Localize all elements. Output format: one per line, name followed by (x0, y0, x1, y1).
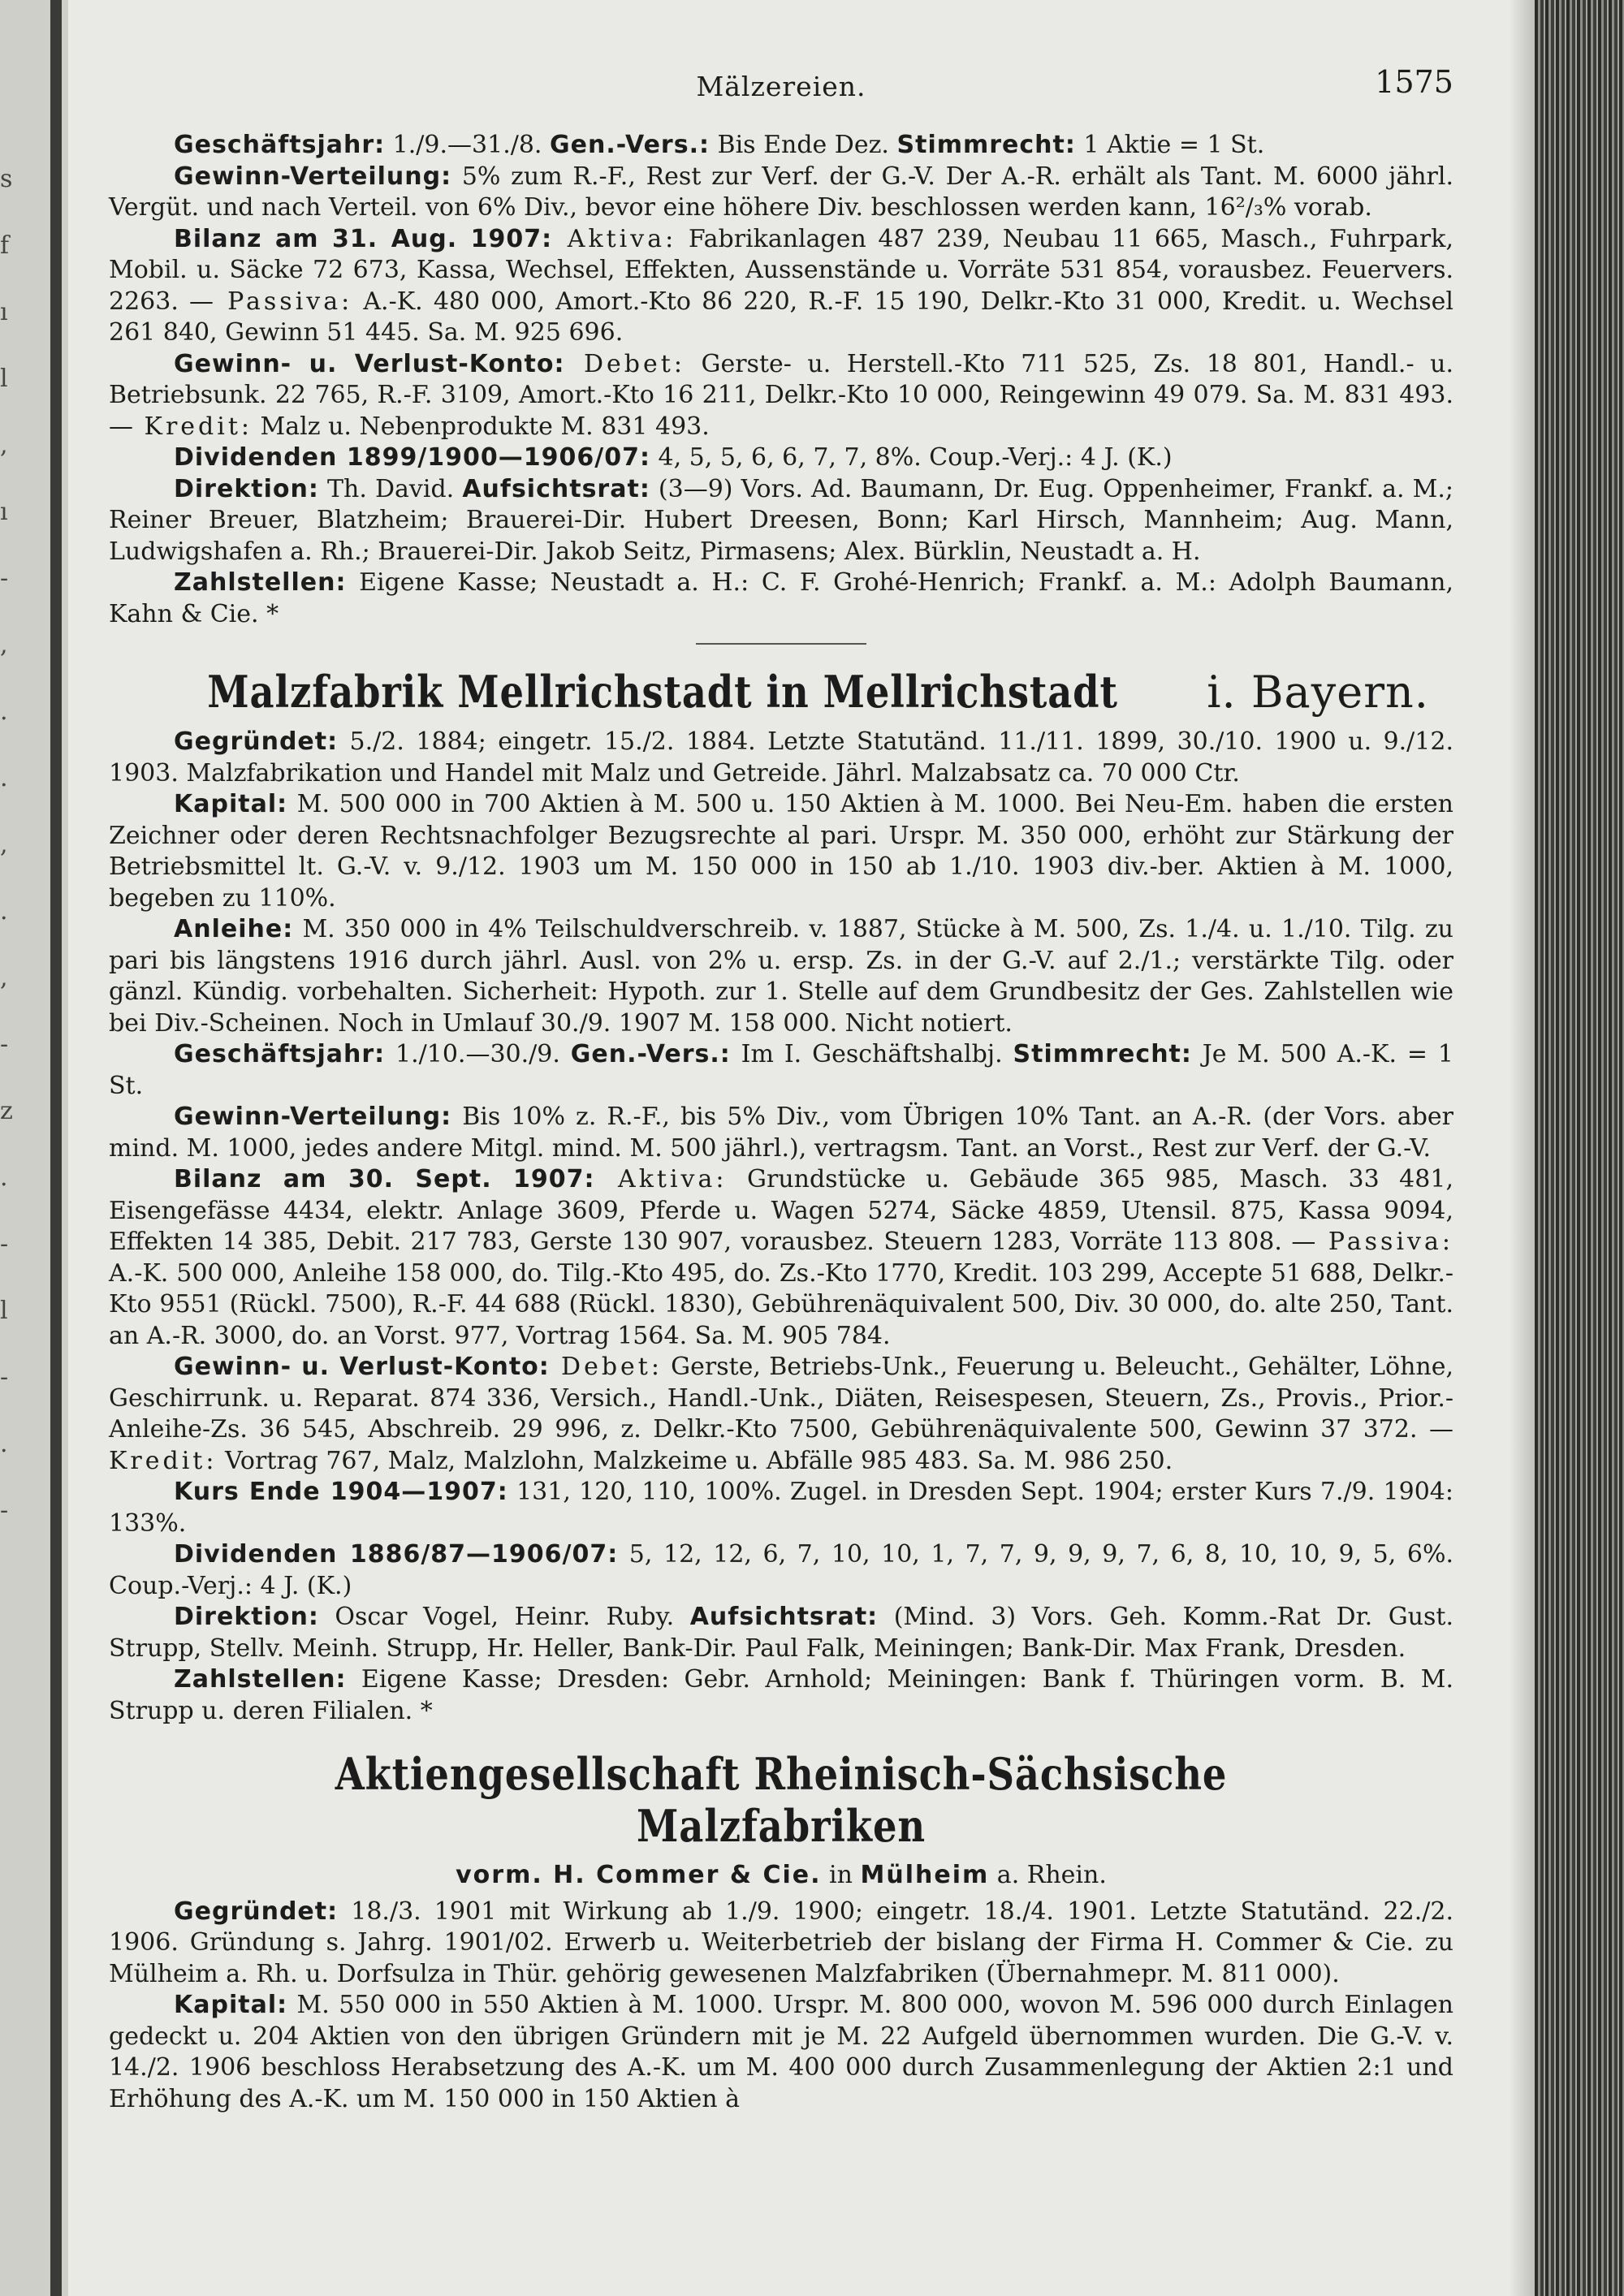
field-label: Kurs Ende 1904—1907: (174, 1478, 508, 1506)
company-title-malzfabrik (109, 666, 1453, 719)
field-text: Vortrag 767, Malz, Malzlohn, Malzkeime u. Abfälle 985 483. Sa. M. 986 250. (217, 1446, 1173, 1475)
field-label: Kapital: (174, 1991, 288, 2019)
running-title: Mälzereien. (696, 71, 866, 102)
field-text: Gerste- u. Herstell.-Kto 711 525, Zs. 18 801, Handl.- u. Betriebsunk. 22 765, R.-F. 3109, Amort.-Kto 16 211, Delkr.-Kto 10 000, Reingewinn 49 079. Sa. M. 831 493. — (109, 349, 1454, 441)
spaced-heading: Debet: (549, 1353, 663, 1381)
margin-mark: - (0, 1496, 9, 1525)
field-label: Gen.-Vers.: (570, 1040, 731, 1068)
field-label: Gewinn-Verteilung: (174, 1103, 452, 1131)
spaced-heading: Passiva: (1315, 1228, 1453, 1256)
field-text: 5./2. 1884; eingetr. 15./2. 1884. Letzte Statutänd. 11./11. 1899, 30./10. 1900 u. 9./12. 1903. Malzfabrikation und Handel mit Malz und Getreide. Jährl. Malzabsatz ca. 70 000 Ctr. (109, 727, 1453, 788)
margin-mark: . (0, 1163, 8, 1192)
book-page-stack-edge (1535, 0, 1624, 2296)
field-label: Zahlstellen: (174, 568, 347, 597)
field-label: Dividenden 1886/87—1906/07: (174, 1540, 619, 1569)
margin-mark: ı (0, 498, 8, 526)
entry-paragraph (109, 789, 1453, 914)
field-label: Direktion: (174, 1603, 319, 1631)
field-text: Bis 10% z. R.-F., bis 5% Div., vom Übrigen 10% Tant. an A.-R. (der Vors. aber mind. M. 1000, jedes andere Mitgl. mind. M. 500 jährl.), vertragsm. Tant. an Vorst., Rest zur Verf. der G.-V. (109, 1103, 1453, 1163)
field-text: Fabrikanlagen 487 239, Neubau 11 665, Masch., Fuhrpark, Mobil. u. Säcke 72 673, Kassa, Wechsel, Effekten, Aussenstände u. Vorräte 531 854, vorausbez. Feuervers. 2263. — (109, 224, 1453, 316)
field-label: Gen.-Vers.: (550, 131, 710, 159)
margin-mark: l (0, 365, 8, 393)
entry-paragraph (109, 224, 1453, 349)
field-label: Stimmrecht: (896, 131, 1076, 159)
entry-paragraph (109, 1664, 1453, 1727)
field-text: Gerste, Betriebs-Unk., Feuerung u. Beleucht., Gehälter, Löhne, Geschirrunk. u. Reparat. 874 336, Versich., Handl.-Unk., Diäten, Reisespesen, Steuern, Zs., Provis., Prior.-Anleihe-Zs. 36 545, Abschreib. 29 996, z. Delkr.-Kto 7500, Gebührenäquivalente 500, Gewinn 37 372. — (109, 1353, 1454, 1444)
entry-paragraph (109, 1990, 1453, 2115)
entry-paragraph (109, 474, 1453, 568)
company-location-suffix: i. Bayern. (1192, 667, 1429, 718)
field-text: Bis Ende Dez. (709, 131, 897, 159)
field-label: Aufsichtsrat: (462, 474, 650, 503)
entry-malzfabrik-mellrichstadt (109, 727, 1453, 1727)
company-title-aktiengesellschaft (109, 1748, 1453, 1852)
field-text: A.-K. 500 000, Anleihe 158 000, do. Tilg.-Kto 495, do. Zs.-Kto 1770, Kredit. 103 299, Accepte 51 688, Delkr.-Kto 9551 (Rückl. 7500), R.-F. 44 688 (Rückl. 1830), Gebührenäquivalent 500, Div. 30 000, do. alte 250, Tant. an A.-R. 3000, do. an Vorst. 977, Vortrag 1564. Sa. M. 905 784. (109, 1258, 1453, 1350)
margin-mark: f (0, 231, 10, 260)
margin-mark: . (0, 764, 8, 792)
section-separator (696, 643, 866, 645)
field-text: M. 550 000 in 550 Aktien à M. 1000. Urspr. M. 800 000, wovon M. 596 000 durch Einlagen gedeckt u. 204 Aktien von den übrigen Gründern mit je M. 22 Aufgeld übernommen wurden. Die G.-V. v. 14./2. 1906 beschloss Herabsetzung des A.-K. um M. 400 000 durch Zusammenlegung der Aktien 2:1 und Erhöhung des A.-K. um M. 150 000 in 150 Aktien à (109, 1991, 1453, 2113)
field-text: 1./9.—31./8. (385, 131, 551, 159)
field-text: Im I. Geschäftshalbj. (730, 1040, 1013, 1068)
entry-paragraph (109, 914, 1453, 1039)
field-text: 131, 120, 110, 100%. Zugel. in Dresden Sept. 1904; erster Kurs 7./9. 1904: 133%. (109, 1478, 1453, 1538)
former-mid: in (821, 1861, 861, 1889)
entry-paragraph (109, 1477, 1453, 1539)
former-prefix: vorm. (456, 1861, 554, 1889)
field-label: Dividenden 1899/1900—1906/07: (174, 443, 650, 472)
margin-mark: s (0, 165, 13, 193)
field-text: 5% zum R.-F., Rest zur Verf. der G.-V. Der A.-R. erhält als Tant. M. 6000 jährl. Vergüt. und nach Verteil. von 6% Div., bevor eine höhere Div. beschlossen werden kann, 16²/₃% vorab. (109, 162, 1453, 222)
field-text: (Mind. 3) Vors. Geh. Komm.-Rat Dr. Gust. Strupp, Stellv. Meinh. Strupp, Hr. Heller, Bank-Dir. Paul Falk, Meiningen; Bank-Dir. Max Frank, Dresden. (109, 1603, 1453, 1663)
entry-paragraph (109, 130, 1453, 162)
field-text: Je M. 500 A.-K. = 1 St. (109, 1040, 1453, 1100)
field-text: 1 Aktie = 1 St. (1075, 131, 1265, 159)
entry-paragraph (109, 162, 1453, 224)
former-suffix: a. Rhein. (989, 1861, 1107, 1889)
field-text: 4, 5, 5, 6, 6, 7, 7, 8%. Coup.-Verj.: 4 J. (K.) (650, 443, 1173, 472)
margin-mark: - (0, 1030, 9, 1059)
field-text: Oscar Vogel, Heinr. Ruby. (318, 1603, 690, 1631)
company-name: Malzfabrik Mellrichstadt in Mellrichstadt (207, 666, 1118, 718)
margin-mark: . (0, 897, 8, 926)
field-text: Grundstücke u. Gebäude 365 985, Masch. 33 481, Eisengefässe 4434, elektr. Anlage 3609, Pferde u. Wagen 5274, Säcke 4859, Utensil. 875, Kassa 9094, Effekten 14 385, Debit. 217 783, Gerste 130 907, vorausbez. Steuern 1283, Vorräte 113 808. — (109, 1165, 1453, 1256)
spaced-heading: Passiva: (214, 287, 353, 316)
field-label: Geschäftsjahr: (174, 131, 386, 159)
field-label: Geschäftsjahr: (174, 1040, 386, 1068)
margin-mark: - (0, 1363, 9, 1392)
company-name: Aktiengesellschaft Rheinisch-Sächsische Malzfabriken (335, 1748, 1228, 1852)
field-label: Gegründet: (174, 1897, 339, 1926)
entry-paragraph (109, 727, 1453, 789)
field-text: M. 500 000 in 700 Aktien à M. 500 u. 150 Aktien à M. 1000. Bei Neu-Em. haben die ersten Zeichner oder deren Rechtsnachfolger Bezugsrechte al pari. Urspr. M. 350 000, erhöht zur Stärkung der Betriebsmittel lt. G.-V. v. 9./12. 1903 um M. 150 000 in 150 ab 1./10. 1903 div.-ber. Aktien à M. 1000, begeben zu 110%. (109, 790, 1453, 913)
field-text: M. 350 000 in 4% Teilschuldverschreib. v. 1887, Stücke à M. 500, Zs. 1./4. u. 1./10. Tilg. zu pari bis längstens 1916 durch jährl. Ausl. von 2% u. ersp. Zs. in der G.-V. auf 2./1.; verstärkte Tilg. oder gänzl. Kündig. vorbehalten. Sicherheit: Hypoth. zur 1. Stelle auf dem Grundbesitz der Ges. Zahlstellen wie bei Div.-Scheinen. Noch in Umlauf 30./9. 1907 M. 158 000. Nicht notiert. (109, 915, 1453, 1038)
former-firm-line (109, 1860, 1453, 1892)
binding-shadow (1509, 0, 1535, 2296)
margin-mark: ı (0, 298, 8, 326)
spaced-heading: Aktiva: (594, 1165, 728, 1193)
entry-paragraph (109, 1539, 1453, 1602)
field-label: Stimmrecht: (1013, 1040, 1192, 1068)
entry-paragraph (109, 1602, 1453, 1664)
field-text: Malz u. Nebenprodukte M. 831 493. (253, 412, 710, 441)
page-content (109, 64, 1454, 2115)
entry-paragraph (109, 1164, 1453, 1352)
entry-rheinisch-saechsische (109, 1897, 1453, 2116)
field-text: A.-K. 480 000, Amort.-Kto 86 220, R.-F. 15 190, Delkr.-Kto 31 000, Kredit. u. Wechsel 261 840, Gewinn 51 445. Sa. M. 925 696. (109, 287, 1453, 347)
entry-previous-company (109, 130, 1453, 630)
field-label: Gewinn- u. Verlust-Konto: (174, 1353, 550, 1381)
field-text: Eigene Kasse; Dresden: Gebr. Arnhold; Meiningen: Bank f. Thüringen vorm. B. M. Strupp u. deren Filialen. * (109, 1665, 1453, 1725)
former-city: Mülheim (860, 1861, 990, 1889)
margin-mark: - (0, 1230, 9, 1258)
field-label: Gewinn- u. Verlust-Konto: (174, 349, 565, 378)
page-gutter-rule (50, 0, 62, 2296)
field-label: Anleihe: (174, 915, 294, 943)
margin-mark: , (0, 964, 8, 992)
field-label: Kapital: (174, 790, 288, 818)
margin-mark: z (0, 1097, 13, 1125)
field-label: Direktion: (174, 474, 319, 503)
spaced-heading: Aktiva: (552, 224, 677, 253)
field-text: 18./3. 1901 mit Wirkung ab 1./9. 1900; eingetr. 18./4. 1901. Letzte Statutänd. 22./2. 1906. Gründung s. Jahrg. 1901/02. Erwerb u. Weiterbetrieb der bislang der Firma H. Commer & Cie. zu Mülheim a. Rh. u. Dorfsulza in Thür. gehörig gewesenen Malzfabriken (Übernahmepr. M. 811 000). (109, 1897, 1453, 1988)
entry-paragraph (109, 568, 1453, 630)
margin-mark: . (0, 697, 8, 726)
spaced-heading: Kredit: (109, 1446, 218, 1475)
field-label: Gewinn-Verteilung: (174, 162, 452, 191)
field-label: Bilanz am 31. Aug. 1907: (174, 224, 553, 253)
field-label: Zahlstellen: (174, 1665, 347, 1694)
entry-paragraph (109, 1897, 1453, 1991)
field-text: (3—9) Vors. Ad. Baumann, Dr. Eug. Oppenheimer, Frankf. a. M.; Reiner Breuer, Blatzheim; Brauerei-Dir. Hubert Dreesen, Bonn; Karl Hirsch, Mannheim; Aug. Mann, Ludwigshafen a. Rh.; Brauerei-Dir. Jakob Seitz, Pirmasens; Alex. Bürklin, Neustadt a. H. (109, 474, 1453, 566)
left-margin-marks (0, 146, 24, 1544)
page-number: 1575 (1375, 64, 1453, 100)
margin-mark: , (0, 631, 8, 659)
margin-mark: , (0, 431, 8, 460)
margin-mark: l (0, 1297, 8, 1325)
entry-paragraph (109, 1102, 1453, 1164)
entry-paragraph (109, 1039, 1453, 1102)
former-firm: H. Commer & Cie. (553, 1861, 822, 1889)
entry-paragraph (109, 349, 1453, 443)
field-text: Th. David. (318, 474, 463, 503)
entry-paragraph (109, 442, 1453, 474)
spaced-heading: Kredit: (133, 412, 253, 441)
book-page (68, 0, 1535, 2296)
field-label: Gegründet: (174, 727, 339, 756)
entry-paragraph (109, 1352, 1453, 1477)
spaced-heading: Debet: (564, 349, 685, 378)
field-text: 5, 12, 12, 6, 7, 10, 10, 1, 7, 7, 9, 9, 9, 7, 6, 8, 10, 10, 9, 5, 6%. Coup.-Verj.: 4 J. (K.) (109, 1540, 1453, 1600)
margin-mark: . (0, 1430, 8, 1458)
field-label: Aufsichtsrat: (689, 1603, 879, 1631)
field-text: Eigene Kasse; Neustadt a. H.: C. F. Grohé-Henrich; Frankf. a. M.: Adolph Baumann, Kahn & Cie. * (109, 568, 1453, 628)
margin-mark: , (0, 831, 8, 859)
field-text: 1./10.—30./9. (385, 1040, 571, 1068)
field-label: Bilanz am 30. Sept. 1907: (174, 1165, 595, 1193)
running-head (109, 64, 1453, 115)
margin-mark: - (0, 564, 9, 593)
